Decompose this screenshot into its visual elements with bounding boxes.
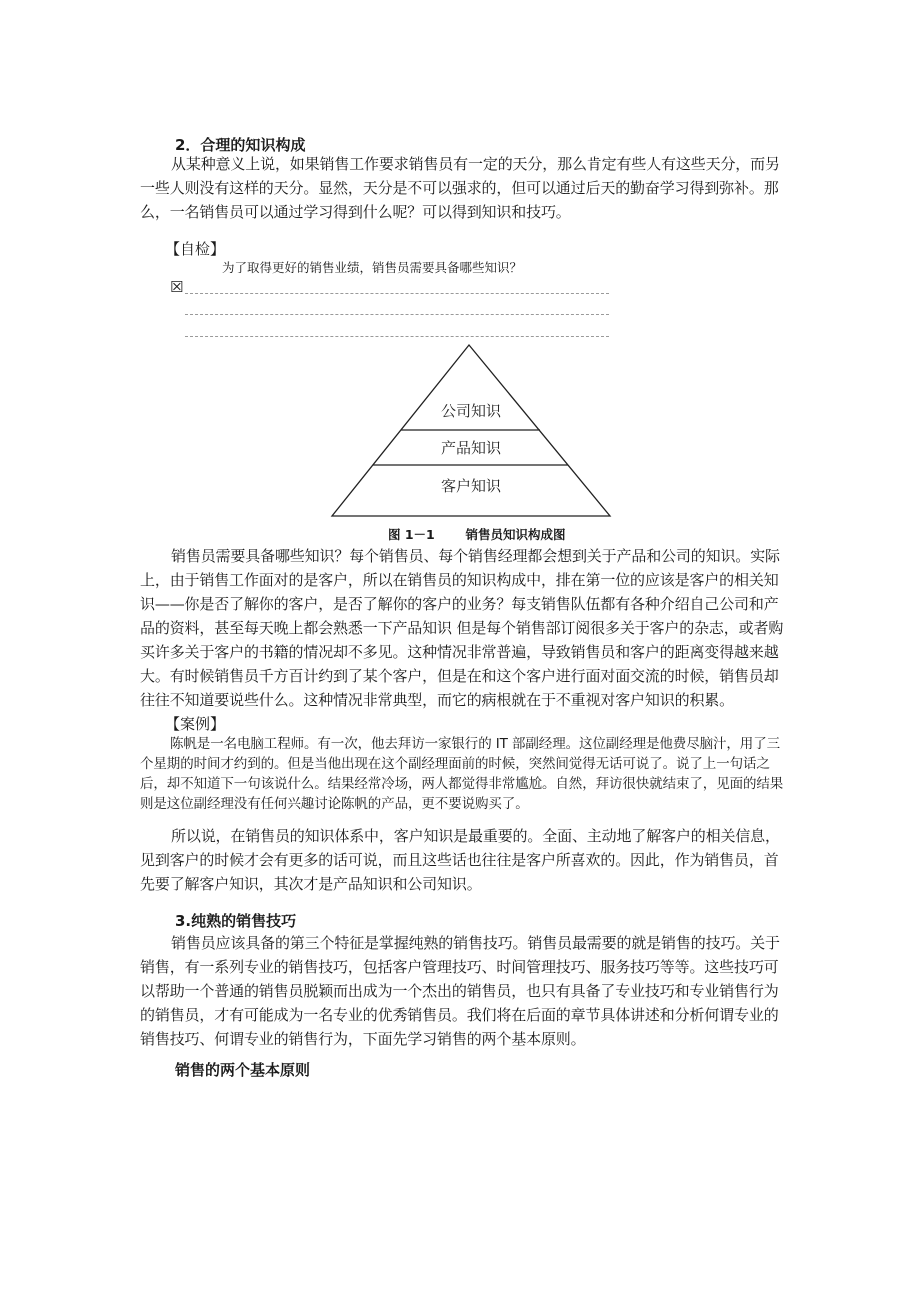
answer-line-2[interactable] — [185, 314, 609, 315]
figure-caption — [388, 527, 565, 543]
conclusion-paragraph: 所以说，在销售员的知识体系中，客户知识是最重要的。全面、主动地了解客户的相关信息，见到客户的时候才会有更多的话可说，而且这些话也往往是客户所喜欢的。因此，作为销售员，首先要了解客户知识，其次才是产品知识和公司知识。 — [140, 827, 780, 893]
intro-paragraph: 从某种意义上说，如果销售工作要求销售员有一定的天分，那么肯定有些人有这些天分，而另一些人则没有这样的天分。显然，天分是不可以强求的，但可以通过后天的勤奋学习得到弥补。那么，一名销售员可以通过学习得到什么呢？可以得到知识和技巧。 — [140, 155, 780, 221]
knowledge-pyramid — [330, 342, 614, 520]
checkbox-icon[interactable]: ☒ — [170, 278, 184, 296]
section-heading-knowledge: 2．合理的知识构成 — [175, 136, 306, 154]
answer-line-1[interactable] — [185, 293, 609, 294]
pyramid-level-customer: 客户知识 — [440, 477, 502, 495]
next-section-heading: 销售的两个基本原则 — [175, 1061, 311, 1079]
skills-paragraph: 销售员应该具备的第三个特征是掌握纯熟的销售技巧。销售员最需要的就是销售的技巧。关于销售，有一系列专业的销售技巧，包括客户管理技巧、时间管理技巧、服务技巧等等。这些技巧可以帮助一个普通的销售员脱颖而出成为一个杰出的销售员，也只有具备了专业技巧和专业销售行为的销售员，才有可能成为一名专业的优秀销售员。我们将在后面的章节具体讲述和分析何谓专业的销售技巧、何谓专业的销售行为，下面先学习销售的两个基本原则。 — [140, 934, 780, 1048]
body-paragraph-knowledge: 销售员需要具备哪些知识？每个销售员、每个销售经理都会想到关于产品和公司的知识。实际上，由于销售工作面对的是客户，所以在销售员的知识构成中，排在第一位的应该是客户的相关知识——你是否了解你的客户，是否了解你的客户的业务？每支销售队伍都有各种介绍自己公司和产品的资料，甚至每天晚上都会熟悉一下产品知识 但是每个销售部订阅很多关于客户的杂志，或者购买许多关于客户的书籍的情况却不多见。这种情况非常普遍，导致销售员和客户的距离变得越来越大。有时候销售员千方百计约到了某个客户，但是在和这个客户进行面对面交流的时候，销售员却往往不知道要说些什么。这种情况非常典型，而它的病根就在于不重视对客户知识的积累。 — [140, 547, 784, 709]
pyramid-level-company: 公司知识 — [440, 402, 502, 420]
figure-caption-number: 图 1－1 — [388, 527, 435, 542]
figure-caption-title: 销售员知识构成图 — [465, 527, 566, 542]
case-label: 【案例】 — [165, 715, 226, 733]
answer-line-3[interactable] — [185, 336, 609, 337]
case-paragraph: 陈帆是一名电脑工程师。有一次，他去拜访一家银行的 IT 部副经理。这位副经理是他费尽脑汁，用了三个星期的时间才约到的。但是当他出现在这个副经理面前的时候，突然间觉得无话可说了。说了上一句话之后，却不知道下一句该说什么。结果经常冷场，两人都觉得非常尴尬。自然，拜访很快就结束了，见面的结果则是这位副经理没有任何兴趣讨论陈帆的产品，更不要说购买了。 — [140, 736, 784, 812]
section-heading-skills: 3.纯熟的销售技巧 — [175, 912, 297, 930]
pyramid-level-product: 产品知识 — [440, 439, 502, 457]
self-check-question: 为了取得更好的销售业绩，销售员需要具备哪些知识？ — [222, 260, 523, 275]
self-check-label: 【自检】 — [165, 240, 226, 258]
